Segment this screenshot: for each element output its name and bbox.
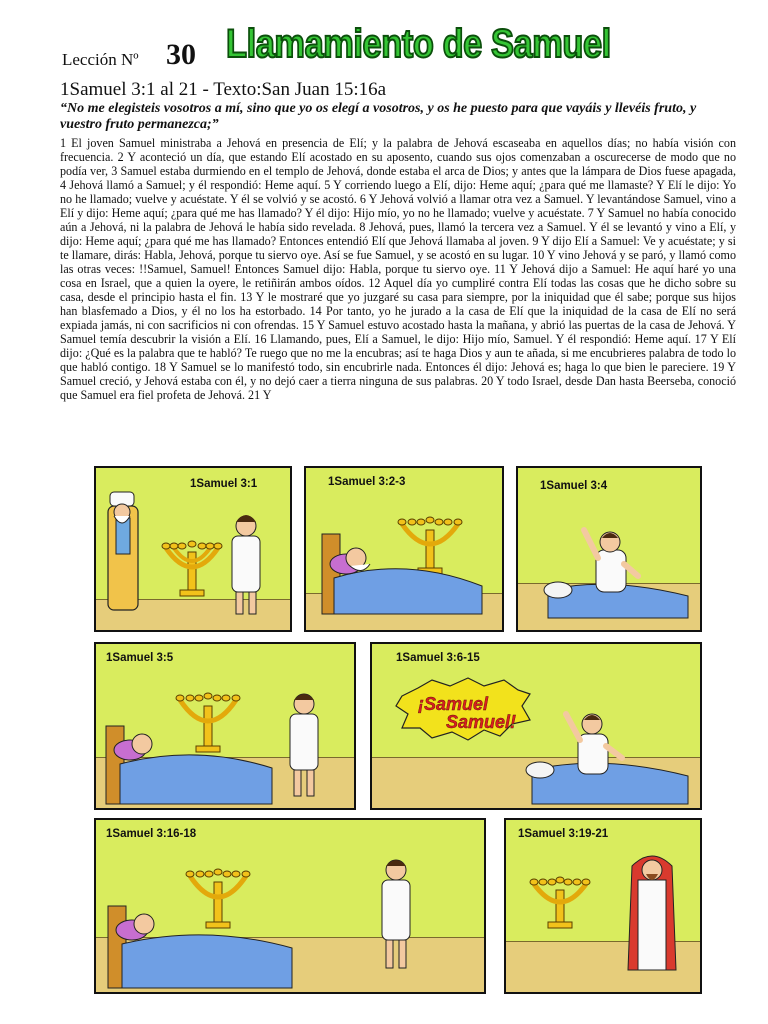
lesson-label: Lección Nº	[62, 50, 139, 69]
samuel-called-illustration	[372, 644, 700, 808]
samuel-prophet-illustration	[506, 820, 700, 992]
panel-caption: 1Samuel 3:16-18	[106, 828, 197, 840]
speech-burst-line-1: ¡Samuel	[418, 694, 489, 714]
samuel-at-eli-bed-illustration	[96, 820, 484, 992]
scripture-reference: 1Samuel 3:1 al 21 - Texto:San Juan 15:16a	[60, 79, 387, 100]
lesson-number: 30	[166, 38, 196, 71]
memory-verse: “No me elegisteis vosotros a mí, sino que yo os elegí a vosotros, y os he puesto para que vayáis y llevéis fruto, y vuestro fruto permanezca;”	[60, 101, 697, 132]
illustration-panel-3	[516, 466, 702, 632]
illustration-panel-2	[304, 466, 504, 632]
illustration-panel-6	[94, 818, 486, 994]
illustration-panel-4	[94, 642, 356, 810]
eli-sleeping-illustration	[306, 468, 502, 630]
illustration-panel-5	[370, 642, 702, 810]
illustration-panel-1	[94, 466, 292, 632]
eli-samuel-lamp-illustration	[96, 468, 290, 630]
page-title: Llamamiento de Samuel	[226, 22, 611, 66]
panel-caption: 1Samuel 3:5	[106, 652, 174, 664]
samuel-waking-illustration	[518, 468, 700, 630]
panel-caption: 1Samuel 3:19-21	[518, 828, 609, 840]
illustration-panel-7	[504, 818, 702, 994]
panel-caption: 1Samuel 3:4	[540, 480, 608, 492]
scripture-passage: 1 El joven Samuel ministraba a Jehová en presencia de Elí; y la palabra de Jehová escaseaba en aquellos días; no había visión con frecuencia. 2 Y aconteció un día, que estando Elí acostado en su aposento, cuando sus ojos comenzaban a oscurecerse de modo que no podía ver, 3 Samuel estaba durmiendo en el templo de Jehová, donde estaba el arca de Dios; y antes que la lámpara de Dios fuese apagada, 4 Jehová llamó a Samuel; y él respondió: Heme aquí. 5 Y corriendo luego a Elí, dijo: Heme aquí; ¿para qué me llamaste? Y Elí le dijo: Yo no he llamado; vuelve y acuéstate. Y él se volvió y se acostó. 6 Y Jehová volvió a llamar otra vez a Samuel. Y levantándose Samuel, vino a Elí y dijo: Heme aquí; ¿para qué me has llamado? Y él dijo: Hijo mío, yo no he llamado; vuelve y acuéstate. 7 Y Samuel no había conocido aún a Jehová, ni la palabra de Jehová le había sido revelada. 8 Jehová, pues, llamó la tercera vez a Samuel. Y él se levantó y vino a Elí, y dijo: Heme aquí; ¿para qué me has llamado? Entonces entendió Elí que Jehová llamaba al joven. 9 Y dijo Elí a Samuel: Ve y acuéstate; y si te llamare, dirás: Habla, Jehová, porque tu siervo oye. Así se fue Samuel, y se acostó en su lugar. 10 Y vino Jehová y se paró, y llamó como las otras veces: !!Samuel, Samuel! Entonces Samuel dijo: Habla, porque tu siervo oye. 11 Y Jehová dijo a Samuel: He aquí haré yo una cosa en Israel, que a quien la oyere, le retiñirán ambos oídos. 12 Aquel día yo cumpliré contra Elí todas las cosas que he dicho sobre su casa, desde el principio hasta el fin. 13 Y le mostraré que yo juzgaré su casa para siempre, por la iniquidad que él sabe; porque sus hijos han blasfemado a Dios, y él no los ha estorbado. 14 Por tanto, yo he jurado a la casa de Elí que la iniquidad de la casa de Elí no será expiada jamás, ni con sacrificios ni con ofrendas. 15 Y Samuel estuvo acostado hasta la mañana, y abrió las puertas de la casa de Jehová. Y Samuel temía descubrir la visión a Elí. 16 Llamando, pues, Elí a Samuel, le dijo: Hijo mío, Samuel. Y él respondió: Heme aquí. 17 Y Elí dijo: ¿Qué es la palabra que te habló? Te ruego que no me la encubras; así te haga Dios y aun te añada, si me encubrieres palabra de todo lo que habló contigo. 18 Y Samuel se lo manifestó todo, sin encubrirle nada. Entonces él dijo: Jehová es; haga lo que bien le pareciere. 19 Y Samuel creció, y Jehová estaba con él, y no dejó caer a tierra ninguna de sus palabras. 20 Y todo Israel, desde Dan hasta Beerseba, conoció que Samuel era fiel profeta de Jehová. 21 Y	[60, 136, 736, 402]
panel-caption: 1Samuel 3:1	[190, 478, 258, 490]
panel-caption: 1Samuel 3:2-3	[328, 476, 406, 488]
samuel-at-eli-bed-illustration	[96, 644, 354, 808]
panel-caption: 1Samuel 3:6-15	[396, 652, 480, 664]
speech-burst-line-2: Samuel!	[446, 712, 517, 732]
